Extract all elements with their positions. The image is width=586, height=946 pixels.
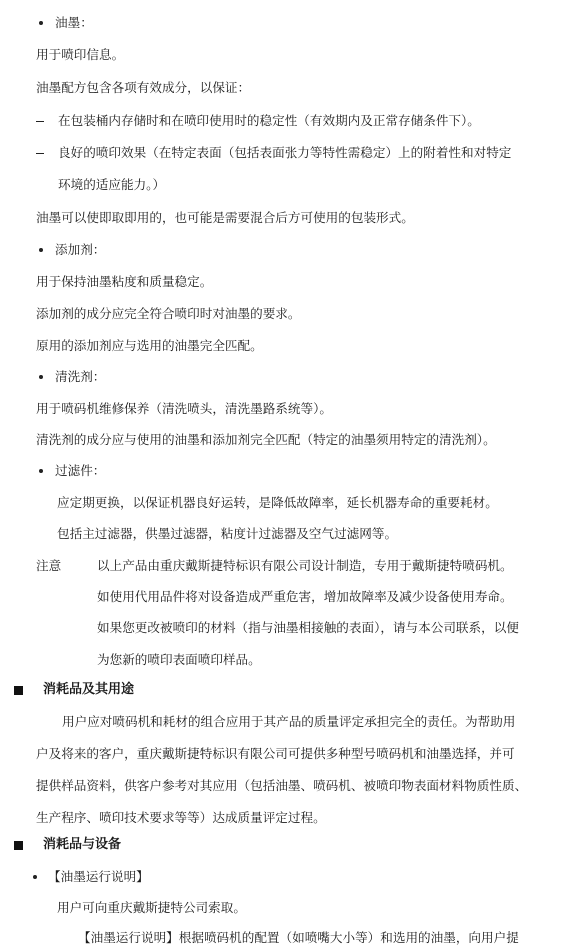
- filter-line-1: 应定期更换，以保证机器良好运转，是降低故障率，延长机器寿命的重要耗材。: [57, 495, 498, 510]
- ink-point-1: 在包装桶内存储时和在喷印使用时的稳定性（有效期内及正常存储条件下）。: [58, 113, 480, 128]
- consumables-use-line-4: 生产程序、喷印技术要求等等）达成质量评定过程。: [36, 810, 326, 825]
- dash-icon: [36, 121, 44, 122]
- ink-operation-title: 【油墨运行说明】: [48, 869, 149, 884]
- cleaner-title: 清洗剂：: [55, 369, 106, 384]
- section-heading-consumables-equipment: 消耗品与设备: [43, 837, 122, 852]
- note-line-4: 为您新的喷印表面喷印样品。: [97, 652, 261, 667]
- dash-icon: [36, 153, 44, 154]
- bullet-icon: [39, 469, 43, 473]
- consumables-use-line-2: 户及将来的客户，重庆戴斯捷特标识有限公司可提供多种型号喷码机和油墨选择，并可: [36, 746, 515, 761]
- bullet-icon: [39, 248, 43, 252]
- square-bullet-icon: [14, 686, 23, 695]
- ink-formula-intro: 油墨配方包含各项有效成分，以保证：: [36, 80, 251, 95]
- bullet-icon: [39, 21, 43, 25]
- bullet-icon: [39, 375, 43, 379]
- additive-line-1: 用于保持油墨粘度和质量稳定。: [36, 274, 213, 289]
- note-line-1: 以上产品由重庆戴斯捷特标识有限公司设计制造，专用于戴斯捷特喷码机。: [97, 558, 513, 573]
- filter-line-2: 包括主过滤器，供墨过滤器，粘度计过滤器及空气过滤网等。: [57, 526, 398, 541]
- ink-point-2: 良好的喷印效果（在特定表面（包括表面张力等特性需稳定）上的附着性和对特定: [58, 145, 512, 160]
- cleaner-line-2: 清洗剂的成分应与使用的油墨和添加剂完全匹配（特定的油墨须用特定的清洗剂）。: [36, 432, 496, 447]
- consumables-use-line-3: 提供样品资料，供客户参考对其应用（包括油墨、喷码机、被喷印物表面材料物质性质、: [36, 778, 528, 793]
- ink-title: 油墨：: [55, 15, 93, 30]
- consumables-use-line-1: 用户应对喷码机和耗材的组合应用于其产品的质量评定承担完全的责任。为帮助用: [62, 714, 516, 729]
- bullet-icon: [33, 875, 37, 879]
- ink-packaging: 油墨可以使即取即用的，也可能是需要混合后方可使用的包装形式。: [36, 210, 414, 225]
- additive-line-2: 添加剂的成分应完全符合喷印时对油墨的要求。: [36, 306, 301, 321]
- consumables-equipment-line-1: 用户可向重庆戴斯捷特公司索取。: [57, 900, 246, 915]
- note-line-2: 如使用代用品件将对设备造成严重危害，增加故障率及减少设备使用寿命。: [97, 589, 513, 604]
- additive-line-3: 原用的添加剂应与选用的油墨完全匹配。: [36, 338, 263, 353]
- ink-desc: 用于喷印信息。: [36, 47, 125, 62]
- ink-point-2-cont: 环境的适应能力。）: [58, 177, 166, 192]
- consumables-equipment-line-2: 【油墨运行说明】根据喷码机的配置（如喷嘴大小等）和选用的油墨，向用户提: [78, 930, 519, 945]
- filter-title: 过滤件：: [55, 463, 106, 478]
- additive-title: 添加剂：: [55, 242, 106, 257]
- note-line-3: 如果您更改被喷印的材料（指与油墨相接触的表面），请与本公司联系，以便: [97, 620, 519, 635]
- cleaner-line-1: 用于喷码机维修保养（清洗喷头，清洗墨路系统等）。: [36, 401, 332, 416]
- section-heading-consumables-use: 消耗品及其用途: [43, 682, 135, 697]
- square-bullet-icon: [14, 841, 23, 850]
- note-label: 注意: [36, 558, 62, 573]
